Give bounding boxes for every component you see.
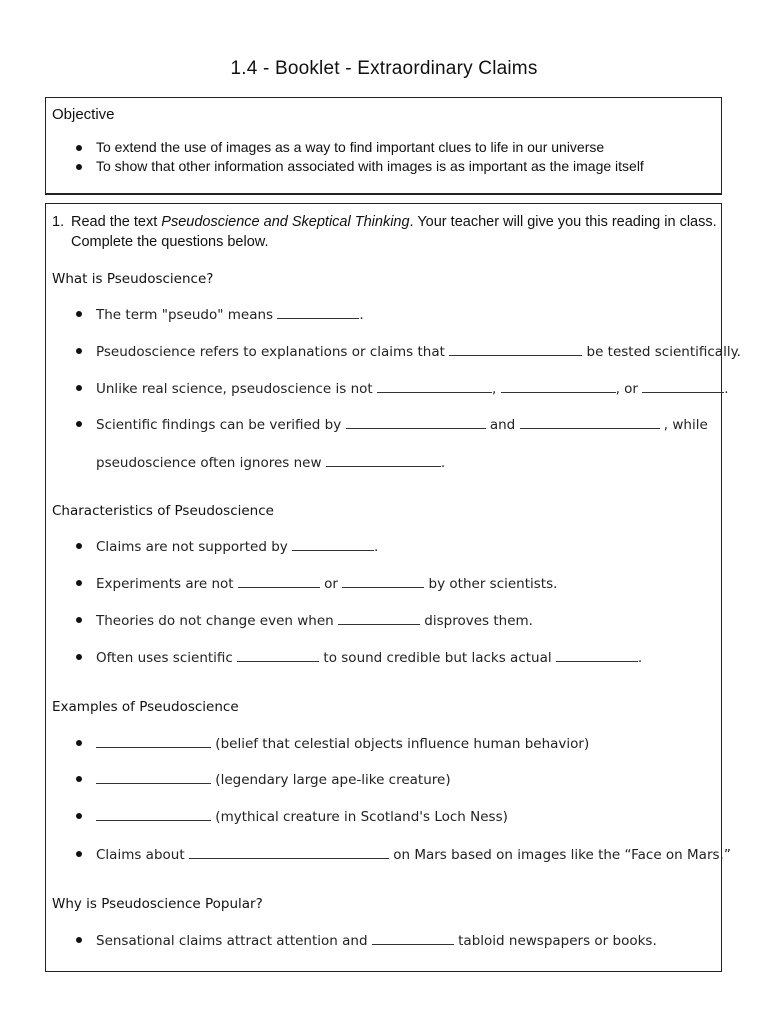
fill-blank[interactable]: [338, 610, 420, 625]
objective-label: Objective: [52, 106, 115, 123]
fill-blank[interactable]: [556, 647, 638, 662]
page-title: 1.4 - Booklet - Extraordinary Claims: [230, 58, 538, 79]
heading-what-is: What is Pseudoscience?: [52, 271, 214, 287]
fill-blank[interactable]: [342, 573, 424, 588]
heading-characteristics: Characteristics of Pseudoscience: [52, 503, 274, 519]
objective-item: To extend the use of images as a way to find important clues to life in our universe: [46, 138, 644, 157]
fill-blank[interactable]: [372, 930, 454, 945]
objective-item: To show that other information associated with images is as important as the image itself: [46, 157, 644, 176]
fill-blank[interactable]: [96, 733, 211, 748]
fill-blank[interactable]: [292, 536, 374, 551]
fill-blank[interactable]: [189, 844, 389, 859]
question-number: 1.: [52, 214, 65, 230]
objective-list: [46, 138, 644, 176]
fill-blank[interactable]: [449, 341, 582, 356]
fill-blank[interactable]: [96, 769, 211, 784]
question-text-before: Read the text: [71, 214, 162, 230]
question-1: [52, 212, 717, 252]
fill-blank[interactable]: [96, 806, 211, 821]
heading-popular: Why is Pseudoscience Popular?: [52, 896, 263, 912]
objective-box: [45, 97, 722, 195]
heading-examples: Examples of Pseudoscience: [52, 699, 239, 715]
fill-blank[interactable]: [642, 378, 724, 393]
fill-blank[interactable]: [238, 573, 320, 588]
question-box: 1. Read the text Pseudoscience and Skeptical Thinking. Your teacher will give you this reading in class. Complete the questions below. What is Pseudoscience? The term "pseudo" means . Pseudoscience refers to explanations or claims that be tested scientifically. Unlike real science, pseudoscience is not , , or . Scientific findings can be verified by and , while pseudoscience often ignores new . Characteristics of Pseudoscience Claims are not supported by . Experiments are not or by other scientists. Theories do not change even when disproves them. Often uses scientific to sound credible but lacks actual . Examples of Pseudoscience (belief that celestial objects influence human behavior) (legendary large ape-like creature) (mythical creature in Scotland's Loch Ness) Claims about on Mars based on images like the “Face on Mars.” Why is Pseudoscience Popular? Sensational claims attract attention and tabloid newspapers or books.: [45, 203, 722, 972]
question-text-after: . Your teacher will give you this reading in class. Complete the questions below.: [71, 214, 717, 250]
fill-blank[interactable]: [346, 414, 486, 429]
fill-blank[interactable]: [501, 378, 616, 393]
fill-blank[interactable]: [326, 452, 441, 467]
fill-blank[interactable]: [237, 647, 319, 662]
reading-title: Pseudoscience and Skeptical Thinking: [161, 214, 410, 230]
fill-blank[interactable]: [520, 414, 660, 429]
fill-blank[interactable]: [277, 304, 359, 319]
fill-blank[interactable]: [377, 378, 492, 393]
